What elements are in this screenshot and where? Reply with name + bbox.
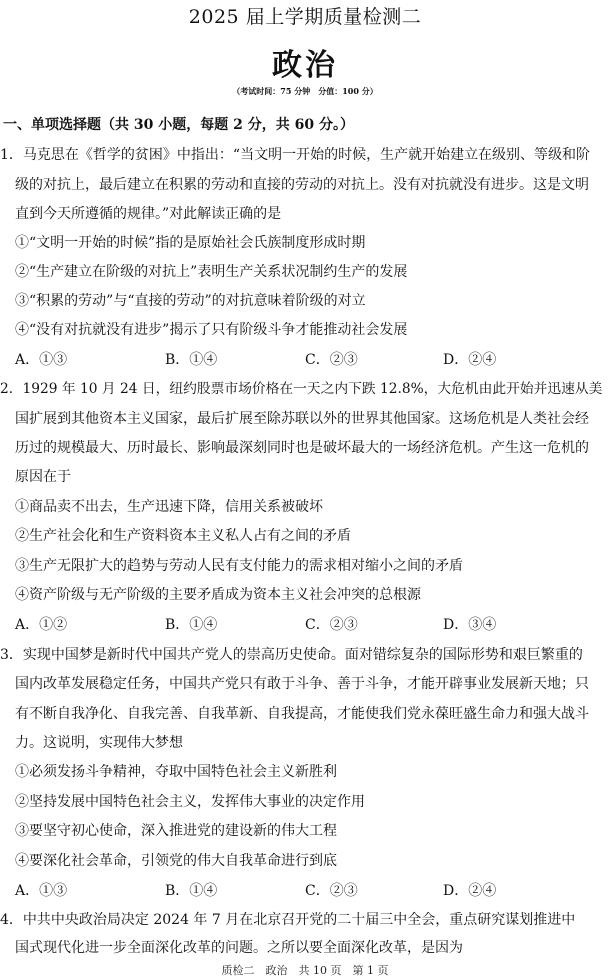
question-1-option: ①“文明一开始的时候”指的是原始社会氏族制度形成时期 xyxy=(15,235,366,251)
question-1-stem-line: 直到今天所遵循的规律。”对此解读正确的是 xyxy=(15,206,282,222)
question-3-option: ①必须发扬斗争精神，夺取中国特色社会主义新胜利 xyxy=(15,764,337,780)
choice-a: A．①③ xyxy=(15,352,68,368)
choice-b: B．①④ xyxy=(165,617,218,633)
question-2-stem-line: 历过的规模最大、历时最长、影响最深刻同时也是破坏最大的一场经济危机。产生这一危机的 xyxy=(15,440,589,456)
question-3-stem-line: 有不断自我净化、自我完善、自我革新、自我提高，才能使我们党永葆旺盛生命力和强大战斗 xyxy=(15,706,589,722)
question-4-stem-line: 4．中共中央政治局决定 2024 年 7 月在北京召开党的二十届三中全会，重点研究谋划推进中 xyxy=(0,912,576,928)
choice-c: C．②③ xyxy=(305,352,358,368)
question-1-stem-line: 1．马克思在《哲学的贫困》中指出：“当文明一开始的时候，生产就开始建立在级别、等级和阶 xyxy=(0,147,591,163)
question-3-option: ②坚持发展中国特色社会主义，发挥伟大事业的决定作用 xyxy=(15,794,365,810)
choice-b: B．①④ xyxy=(165,883,218,899)
question-4-stem-line: 国式现代化进一步全面深化改革的问题。之所以要全面深化改革，是因为 xyxy=(15,940,463,956)
question-3-stem-line: 3．实现中国梦是新时代中国共产党人的崇高历史使命。面对错综复杂的国际形势和艰巨繁重的 xyxy=(0,647,583,663)
question-2-stem-line: 2．1929 年 10 月 24 日，纽约股票市场价格在一天之内下跌 12.8%，大危机由此开始并迅速从美 xyxy=(0,381,603,397)
choice-c: C．②③ xyxy=(305,883,358,899)
choice-d: D．②④ xyxy=(443,352,497,368)
choice-b: B．①④ xyxy=(165,352,218,368)
choice-a: A．①③ xyxy=(15,883,68,899)
question-2-option: ①商品卖不出去，生产迅速下降，信用关系被破坏 xyxy=(15,499,323,515)
question-2-stem-line: 原因在于 xyxy=(15,469,71,485)
question-2-option: ③生产无限扩大的趋势与劳动人民有支付能力的需求相对缩小之间的矛盾 xyxy=(15,558,463,574)
choice-d: D．②④ xyxy=(443,883,497,899)
question-1-stem-line: 级的对抗上，最后建立在积累的劳动和直接的劳动的对抗上。没有对抗就没有进步。这是文明 xyxy=(15,177,589,193)
question-3-stem-line: 力。这说明，实现伟大梦想 xyxy=(15,735,183,751)
question-3-choices xyxy=(15,882,515,900)
choice-a: A．①② xyxy=(15,617,68,633)
choice-d: D．③④ xyxy=(443,617,497,633)
question-1-option: ④“没有对抗就没有进步”揭示了只有阶级斗争才能推动社会发展 xyxy=(15,322,408,338)
exam-info: （考试时间：75 分钟 分值：100 分） xyxy=(232,86,378,96)
question-1-option: ③“积累的劳动”与“直接的劳动”的对抗意味着阶级的对立 xyxy=(15,293,366,309)
subject-title: 政治 xyxy=(272,48,338,83)
choice-c: C．②③ xyxy=(305,617,358,633)
question-2-choices xyxy=(15,616,515,634)
page-footer: 质检二 政治 共 10 页 第 1 页 xyxy=(221,964,389,977)
question-3-option: ③要坚守初心使命，深入推进党的建设新的伟大工程 xyxy=(15,823,337,839)
question-1-choices xyxy=(15,351,515,369)
question-2-stem-line: 国扩展到其他资本主义国家，最后扩展至除苏联以外的世界其他国家。这场危机是人类社会经 xyxy=(15,411,589,427)
question-3-option: ④要深化社会革命，引领党的伟大自我革命进行到底 xyxy=(15,853,337,869)
question-3-stem-line: 国内改革发展稳定任务，中国共产党只有敢于斗争、善于斗争，才能开辟事业发展新天地；只 xyxy=(15,676,589,692)
question-1-option: ②“生产建立在阶级的对抗上”表明生产关系状况制约生产的发展 xyxy=(15,264,408,280)
exam-title: 2025 届上学期质量检测二 xyxy=(188,6,422,28)
question-2-option: ②生产社会化和生产资料资本主义私人占有之间的矛盾 xyxy=(15,528,351,544)
question-2-option: ④资产阶级与无产阶级的主要矛盾成为资本主义社会冲突的总根源 xyxy=(15,587,421,603)
section-heading: 一、单项选择题（共 30 小题，每题 2 分，共 60 分。） xyxy=(3,117,354,133)
